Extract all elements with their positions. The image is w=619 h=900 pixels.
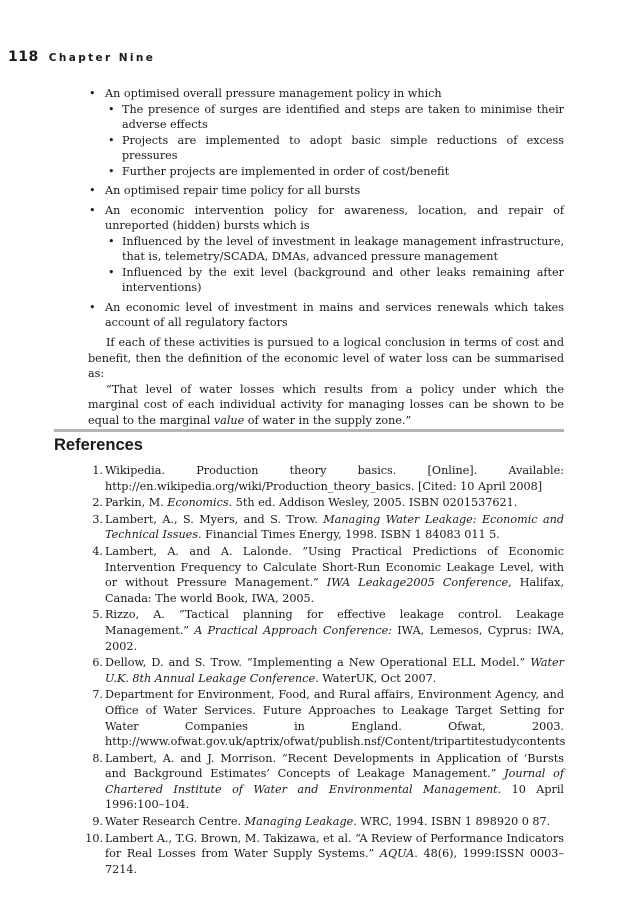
- reference-text: Managing Leakage: [244, 815, 354, 829]
- reference-item: [88, 655, 564, 686]
- sub-bullet-item: • The presence of surges are identified and steps are taken to minimise their adverse effects: [105, 102, 564, 133]
- reference-item: [88, 814, 564, 830]
- reference-number: 2.: [92, 496, 103, 510]
- reference-text: IWA, Lemesos, Cyprus: IWA, 2002.: [105, 623, 565, 653]
- reference-text: Parkin, M.: [105, 496, 168, 510]
- reference-text: Rizzo, A. ”Tactical planning for effective leakage control. Leakage Management.”: [105, 608, 564, 637]
- reference-number: 6.: [92, 656, 103, 670]
- reference-text: Lambert, A. and A. Lalonde. ”Using Practical Predictions of Economic Intervention Frequency to Calculate Short-Run Economic Leakage Level, with or without Pressure Management.”: [105, 544, 564, 590]
- reference-text: Water Research Centre.: [105, 815, 245, 829]
- reference-item: [88, 512, 564, 543]
- body-text: [88, 335, 564, 429]
- reference-text: . Financial Times Energy, 1998. ISBN 1 84083 011 5.: [198, 528, 500, 542]
- bullet-item: • An economic level of investment in mains and services renewals which takes account of all regulatory factors: [88, 300, 564, 331]
- reference-text: Water U.K. 8th Annual Leakage Conference: [105, 656, 564, 685]
- reference-text: . WRC, 1994. ISBN 1 898920 0 87.: [353, 815, 551, 829]
- sub-bullet-item: • Projects are implemented to adopt basic simple reductions of excess pressures: [105, 133, 564, 164]
- reference-number: 9.: [92, 815, 103, 829]
- reference-item: [88, 607, 564, 654]
- reference-number: 1.: [92, 464, 103, 477]
- reference-number: 4.: [92, 544, 103, 558]
- reference-text: Dellow, D. and S. Trow. ”Implementing a New Operational ELL Model.”: [105, 656, 531, 670]
- reference-number: 10.: [85, 831, 103, 845]
- sub-bullet-item: • Influenced by the level of investment in leakage management infrastructure, that is, telemetry/SCADA, DMAs, advanced pressure management: [105, 234, 564, 265]
- bullet-item: • An economic intervention policy for awareness, location, and repair of unreported (hidden) bursts which is • Influenced by the level of investment in leakage management infrastructure, that is, telemetry/SCADA, DMAs, advanced pressure management • Influenced by the exit level (background and other leaks remaining after interventions): [88, 203, 564, 296]
- reference-item: [88, 463, 564, 494]
- bullet-item: • An optimised repair time policy for all bursts: [88, 183, 564, 199]
- reference-text: Journal of Chartered Institute of Water and Environmental Management: [105, 767, 564, 796]
- running-header: [8, 46, 155, 65]
- reference-text: IWA Leakage2005 Conference: [326, 576, 509, 590]
- reference-text: AQUA: [379, 847, 415, 861]
- reference-item: [85, 831, 564, 878]
- reference-text: Lambert, A. and J. Morrison. “Recent Developments in Application of ‘Bursts and Background Estimates’ Concepts of Leakage Management.”: [105, 751, 564, 781]
- reference-text: , Halifax, Canada: The world Book, IWA, 2005.: [105, 576, 565, 605]
- reference-text: Economics: [167, 496, 229, 510]
- bullet-list: [88, 86, 564, 335]
- reference-text: Wikipedia. Production theory basics. [Online]. Available: http://en.wikipedia.org/wiki/Production_theory_basics. [Cited: 10 April 2008]: [105, 464, 564, 493]
- quote-paragraph: “That level of water losses which results from a policy under which the marginal cost of each individual activity for managing losses can be shown to be equal to the marginal value of water in the supply zone.”: [88, 382, 564, 427]
- reference-number: 3.: [92, 512, 103, 526]
- reference-text: Department for Environment, Food, and Rural affairs, Environment Agency, and Office of Water Services. Future Approaches to Leakage Target Setting for Water Companies in England. Ofwat, 2003. http://www.ofwat.gov.uk/aptrix/ofwat/publish.nsf/Content/tripartitestudycontents: [105, 688, 566, 749]
- reference-item: [88, 687, 564, 749]
- page-number: 118: [8, 49, 39, 65]
- chapter-title: Chapter Nine: [48, 52, 156, 64]
- reference-item: [88, 751, 564, 813]
- reference-text: . 48(6), 1999:ISSN 0003–7214.: [105, 847, 564, 876]
- bullet-item: • An optimised overall pressure management policy in which • The presence of surges are identified and steps are taken to minimise their adverse effects • Projects are implemented to adopt basic simple reductions of excess pressures • Further projects are implemented in order of cost/benefit: [88, 86, 564, 179]
- reference-number: 5.: [92, 608, 103, 622]
- sub-bullet-item: • Influenced by the exit level (background and other leaks remaining after interventions): [105, 265, 564, 296]
- reference-text: Lambert, A., S. Myers, and S. Trow.: [105, 512, 324, 526]
- reference-text: . 10 April 1996:100–104.: [105, 782, 564, 812]
- reference-text: A Practical Approach Conference:: [194, 623, 393, 637]
- reference-text: Managing Water Leakage: Economic and Technical Issues: [105, 512, 565, 542]
- reference-text: Lambert A., T.G. Brown, M. Takizawa, et al. “A Review of Performance Indicators for Real Losses from Water Supply Systems.”: [105, 831, 564, 861]
- reference-item: [88, 544, 564, 606]
- reference-text: . 5th ed. Addison Wesley, 2005. ISBN 0201537621.: [228, 496, 518, 510]
- paragraph: If each of these activities is pursued to a logical conclusion in terms of cost and benefit, then the definition of the economic level of water loss can be summarised as:: [88, 336, 564, 381]
- section-divider: [54, 429, 564, 432]
- reference-item: [88, 495, 564, 511]
- references-list: [85, 463, 566, 878]
- reference-number: 7.: [92, 688, 103, 702]
- reference-text: . WaterUK, Oct 2007.: [315, 671, 437, 685]
- sub-bullet-item: • Further projects are implemented in order of cost/benefit: [105, 164, 564, 180]
- reference-number: 8.: [92, 751, 103, 765]
- references-heading: References: [54, 436, 143, 454]
